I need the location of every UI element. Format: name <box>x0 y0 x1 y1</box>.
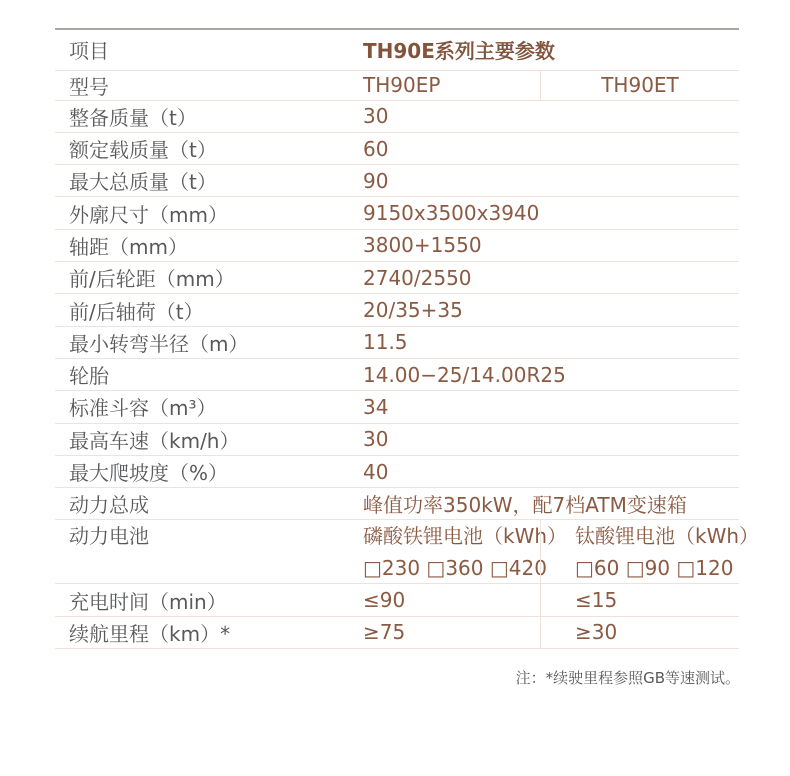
spec-value: 30 <box>363 104 389 129</box>
spec-row-overall-dimensions <box>55 196 739 228</box>
spec-value: 60 <box>363 136 389 161</box>
spec-value: 34 <box>363 394 389 419</box>
model-th90ep: TH90EP <box>363 73 441 98</box>
battery-lfp-type: 磷酸铁锂电池（kWh） <box>363 524 568 549</box>
spec-value: 40 <box>363 459 389 484</box>
model-row-label: 型号 <box>69 74 109 99</box>
table-title: TH90E系列主要参数 <box>363 39 555 64</box>
charge-time-row <box>55 583 739 615</box>
spec-row-turning-radius <box>55 326 739 358</box>
range-row <box>55 616 739 648</box>
battery-label: 动力电池 <box>69 524 149 549</box>
spec-label: 外廓尺寸（mm） <box>69 202 228 227</box>
spec-value: 9150x3500x3940 <box>363 201 540 226</box>
charge-time-label: 充电时间（min） <box>69 589 227 614</box>
spec-label: 动力总成 <box>69 493 149 518</box>
spec-label: 额定载质量（t） <box>69 138 217 163</box>
footnote: 注：*续驶里程参照GB等速测试。 <box>515 668 740 687</box>
range-label: 续航里程（km）* <box>69 621 231 646</box>
spec-row-bucket-capacity <box>55 390 739 422</box>
battery-lto-type: 钛酸锂电池（kWh） <box>575 524 760 549</box>
charge-time-th90ep: ≤90 <box>363 588 406 613</box>
spec-label: 整备质量（t） <box>69 105 197 130</box>
spec-row-curb-weight <box>55 100 739 132</box>
range-th90et: ≥30 <box>540 617 739 648</box>
spec-value: 2740/2550 <box>363 265 472 290</box>
spec-label: 轴距（mm） <box>69 234 188 259</box>
spec-value: 90 <box>363 168 389 193</box>
spec-value: 峰值功率350kW，配7档ATM变速箱 <box>363 493 687 518</box>
range-th90ep: ≥75 <box>363 620 406 645</box>
spec-row-axle-load <box>55 293 739 325</box>
spec-row-powertrain <box>55 487 739 519</box>
header-item-label: 项目 <box>69 39 109 64</box>
battery-col-lfp <box>363 520 568 584</box>
header-row <box>55 30 739 70</box>
battery-col-lto <box>540 520 760 583</box>
spec-row-wheelbase <box>55 229 739 261</box>
spec-value: 14.00−25/14.00R25 <box>363 362 566 387</box>
spec-table <box>55 28 760 649</box>
spec-label: 最小转弯半径（m） <box>69 331 249 356</box>
charge-time-th90et: ≤15 <box>540 584 739 615</box>
spec-label: 最大总质量（t） <box>69 170 217 195</box>
spec-row-track-width <box>55 261 739 293</box>
battery-lfp-options: □230 □360 □420 <box>363 556 547 581</box>
spec-row-max-gross-weight <box>55 164 739 196</box>
spec-label: 最大爬坡度（%） <box>69 461 229 485</box>
spec-value: 30 <box>363 427 389 452</box>
spec-row-gradeability <box>55 455 739 487</box>
spec-value: 20/35+35 <box>363 298 463 323</box>
spec-label: 前/后轴荷（t） <box>69 299 204 324</box>
battery-lto-options: □60 □90 □120 <box>575 556 734 581</box>
model-th90et: TH90ET <box>540 71 739 100</box>
spec-label: 最高车速（km/h） <box>69 428 240 453</box>
spec-label: 轮胎 <box>69 364 109 389</box>
spec-row-rated-load <box>55 132 739 164</box>
spec-label: 标准斗容（m³） <box>69 396 217 421</box>
model-row <box>55 70 739 100</box>
spec-row-tires <box>55 358 739 390</box>
spec-row-max-speed <box>55 423 739 455</box>
battery-row <box>55 519 760 583</box>
spec-value: 3800+1550 <box>363 233 482 258</box>
spec-label: 前/后轮距（mm） <box>69 267 235 292</box>
spec-value: 11.5 <box>363 330 408 355</box>
